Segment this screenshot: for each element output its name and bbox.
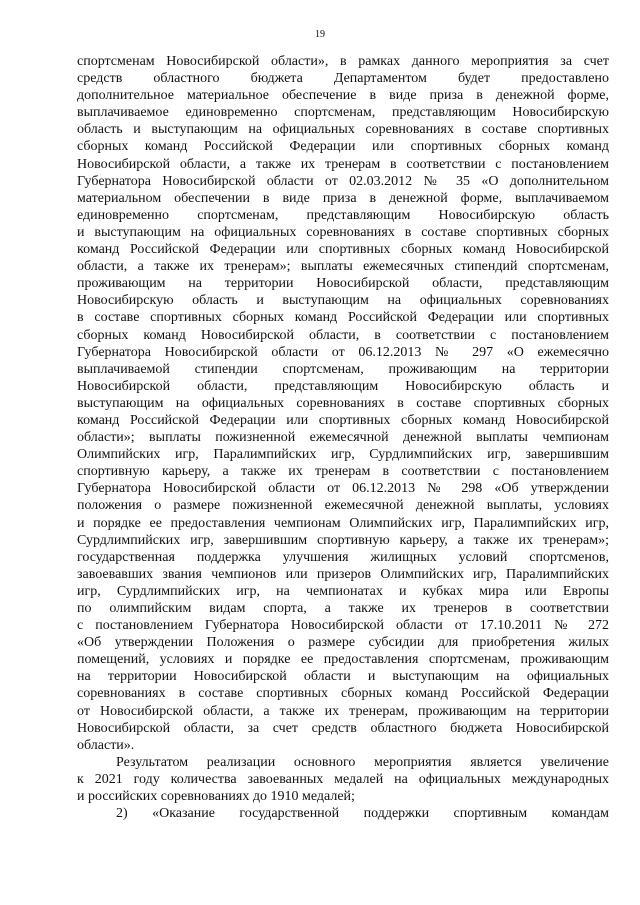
text-line: области». [77, 737, 135, 753]
paragraph [77, 805, 609, 822]
text-line: Новосибирской области, за счет средств областного бюджета Новосибирской [77, 720, 609, 736]
text-line: команд Российской Федерации или спортивных сборных команд Новосибирской [77, 242, 609, 258]
paragraph [77, 53, 609, 754]
text-line: области, а также их тренерам»; выплаты ежемесячных стипендий спортсменам, [77, 259, 609, 275]
text-line: материальном обеспечении в виде приза в денежной форме, выплачиваемом [77, 190, 609, 206]
text-line: Губернатора Новосибирской области от 06.12.2013 № 298 «Об утверждении [77, 481, 609, 497]
text-line: выступающим на официальных соревнованиях в составе спортивных сборных [77, 395, 609, 411]
text-line: сборных команд Новосибирской области, в соответствии с постановлением [77, 327, 609, 343]
text-line: 2) «Оказание государственной поддержки спортивным командам [116, 806, 609, 822]
text-line: единовременно спортсменам, представляющим Новосибирскую область [77, 207, 609, 223]
text-line: спортивную карьеру, а также их тренерам в соответствии с постановлением [77, 464, 609, 480]
text-line: Новосибирскую область и выступающим на официальных соревнованиях [77, 293, 609, 309]
page-number: 19 [315, 29, 325, 40]
text-line: Губернатора Новосибирской области от 02.03.2012 № 35 «О дополнительном [77, 173, 609, 189]
text-line: Новосибирской области, а также их тренерам в соответствии с постановлением [77, 156, 609, 172]
text-line: по олимпийским видам спорта, а также их тренеров в соответствии [77, 601, 609, 616]
body-text [77, 53, 609, 822]
text-line: проживающим на территории Новосибирской области, представляющим [77, 276, 609, 292]
text-line: команд Российской Федерации или спортивных сборных команд Новосибирской [77, 412, 609, 428]
text-line: дополнительное материальное обеспечение в виде приза в денежной форме, [77, 88, 609, 104]
text-line: спортсменам Новосибирской области», в рамках данного мероприятия за счет [77, 54, 609, 69]
text-line: в составе спортивных сборных команд Российской Федерации или спортивных [77, 310, 609, 326]
text-line: сборных команд Российской Федерации или спортивных сборных команд [77, 139, 609, 155]
text-line: завоевавших звания чемпионов или призеров Олимпийских игр, Паралимпийских [77, 566, 609, 582]
text-line: от Новосибирской области, а также их тренерам, проживающим на территории [77, 703, 609, 719]
text-line: и выступающим на официальных соревнованиях в составе спортивных сборных [77, 224, 609, 240]
text-line: с постановлением Губернатора Новосибирской области от 17.10.2011 № 272 [77, 618, 609, 634]
text-line: и порядке ее предоставления чемпионам Олимпийских игр, Паралимпийских игр, [77, 515, 609, 531]
text-line: государственная поддержка улучшения жилищных условий спортсменов, [77, 549, 609, 565]
text-line: помещений, условиях и порядке ее предоставления спортсменам, проживающим [77, 652, 609, 668]
text-line: область и выступающим на официальных соревнованиях в составе спортивных [77, 122, 609, 138]
paragraph [77, 754, 609, 805]
text-line: игр, Сурдлимпийских игр, на чемпионатах и кубках мира или Европы [77, 583, 609, 599]
text-line: Новосибирской области, представляющим Новосибирскую область и [77, 378, 609, 394]
text-line: на территории Новосибирской области и выступающим на официальных [77, 669, 609, 685]
text-line: выплачиваемой стипендии спортсменам, проживающим на территории [77, 361, 609, 377]
text-line: «Об утверждении Положения о размере субсидии для приобретения жилых [77, 635, 609, 651]
text-line: средств областного бюджета Департаментом будет предоставлено [77, 71, 609, 87]
text-line: области»; выплаты пожизненной ежемесячной денежной выплаты чемпионам [77, 430, 609, 446]
text-line: положения о размере пожизненной ежемесячной денежной выплаты, условиях [77, 498, 609, 514]
text-line: и российских соревнованиях до 1910 медалей; [77, 789, 355, 805]
text-line: к 2021 году количества завоеванных медалей на официальных международных [77, 771, 609, 787]
text-line: Сурдлимпийских игр, завершившим спортивную карьеру, а также их тренерам»; [77, 532, 609, 548]
text-line: Губернатора Новосибирской области от 06.12.2013 № 297 «О ежемесячно [77, 344, 609, 360]
text-line: соревнованиях в составе спортивных сборных команд Российской Федерации [77, 686, 609, 702]
text-line: Результатом реализации основного мероприятия является увеличение [116, 754, 609, 770]
text-line: выплачиваемое единовременно спортсменам, представляющим Новосибирскую [77, 105, 609, 121]
text-line: Олимпийских игр, Паралимпийских игр, Сурдлимпийских игр, завершившим [77, 447, 609, 463]
